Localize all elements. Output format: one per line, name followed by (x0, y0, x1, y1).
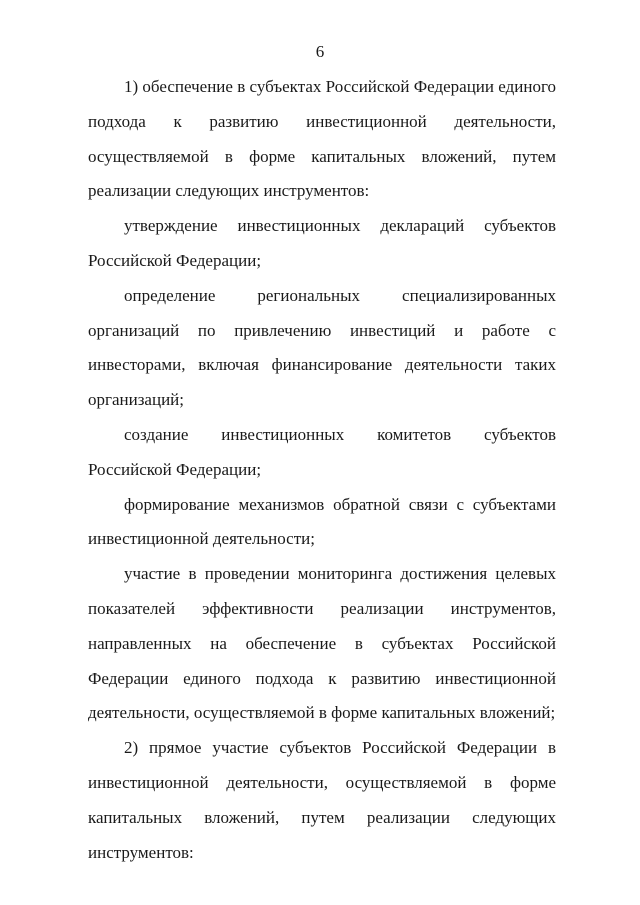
paragraph-4: создание инвестиционных комитетов субъектов Российской Федерации; (88, 424, 556, 479)
paragraph-3: определение региональных специализированных организаций по привлечению инвестиций и работе с инвесторами, включая финансирование деятельности таких организаций; (88, 285, 556, 410)
paragraph-5: формирование механизмов обратной связи с субъектами инвестиционной деятельности; (88, 494, 556, 549)
paragraph-1: 1) обеспечение в субъектах Российской Федерации единого подхода к развитию инвестиционной деятельности, осуществляемой в форме капитальных вложений, путем реализации следующих инструментов: (88, 77, 556, 201)
paragraph-7: 2) прямое участие субъектов Российской Федерации в инвестиционной деятельности, осуществляемой в форме капитальных вложений, путем реализации следующих инструментов: (88, 738, 556, 862)
page-number: 6 (315, 42, 325, 61)
paragraph-6: участие в проведении мониторинга достижения целевых показателей эффективности реализации инструментов, направленных на обеспечение в субъектах Российской Федерации единого подхода к развитию инвестиционной деятельности, осуществляемой в форме капитальных вложений; (88, 564, 556, 723)
document-body (88, 70, 556, 870)
paragraph-2: утверждение инвестиционных деклараций субъектов Российской Федерации; (88, 216, 556, 270)
